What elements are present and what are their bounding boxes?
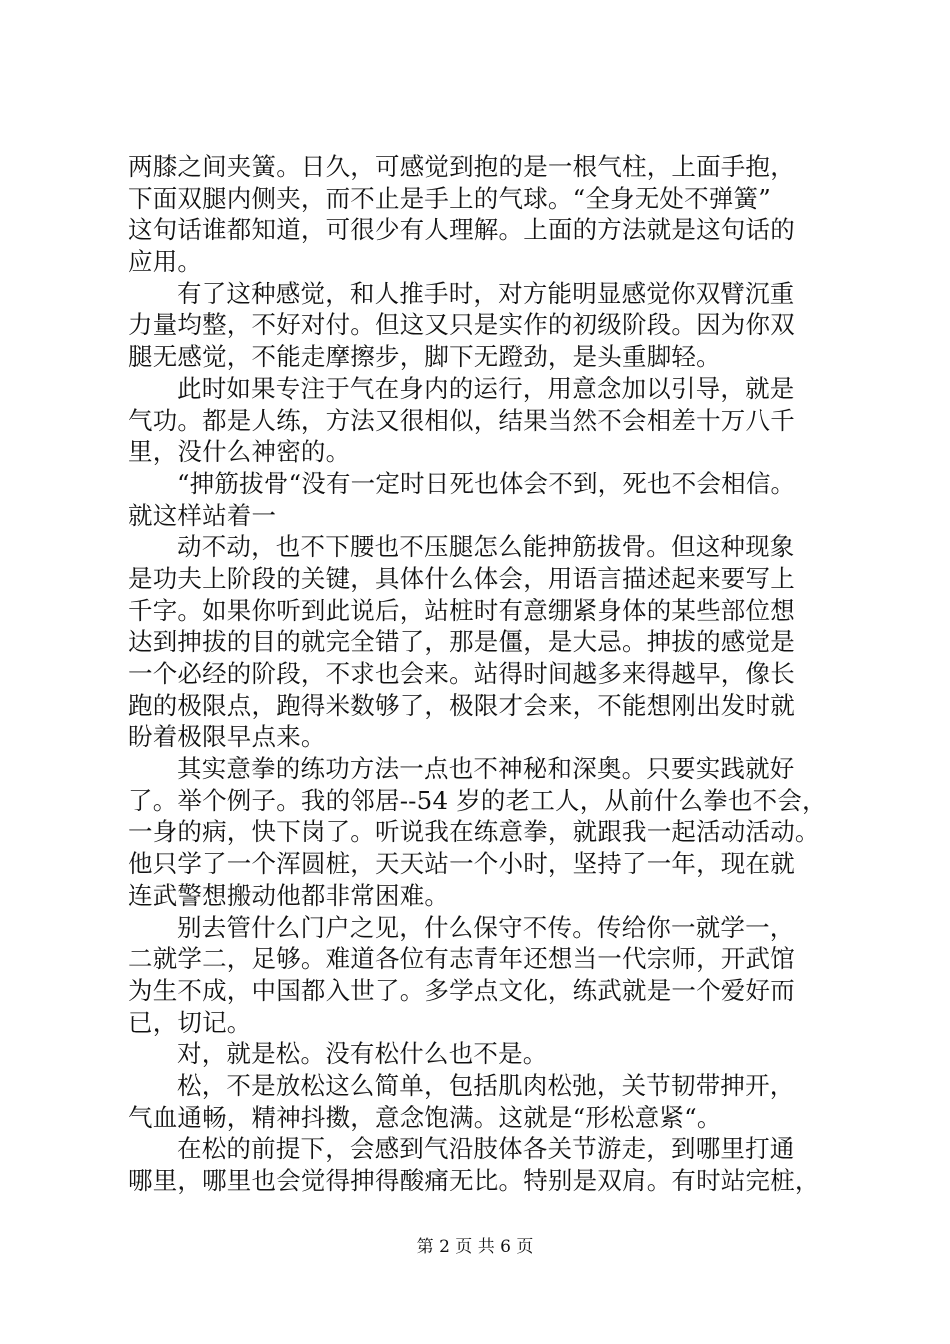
text-line: 力量均整，不好对付。但这又只是实作的初级阶段。因为你双 [128,310,795,340]
text-line: 千字。如果你听到此说后，站桩时有意绷紧身体的某些部位想 [128,595,795,625]
text-line: 两膝之间夹簧。日久，可感觉到抱的是一根气柱，上面手抱， [128,152,795,181]
text-line: 他只学了一个浑圆桩，天天站一个小时，坚持了一年，现在就 [128,849,795,879]
text-line: 一身的病，快下岗了。听说我在练意拳，就跟我一起活动活动。 [128,817,820,847]
text-line: 别去管什么门户之见，什么保守不传。传给你一就学一， [177,912,795,942]
text-line: 是功夫上阶段的关键，具体什么体会，用语言描述起来要写上 [128,563,795,593]
text-line: 对，就是松。没有松什么也不是。 [177,1039,548,1069]
text-line: 气功。都是人练，方法又很相似，结果当然不会相差十万八千 [128,405,795,435]
page-footer: 第 2 页 共 6 页 [416,1237,534,1257]
text-line: 这句话谁都知道，可很少有人理解。上面的方法就是这句话的 [128,215,795,245]
text-line: 哪里，哪里也会觉得抻得酸痛无比。特别是双肩。有时站完桩， [128,1166,820,1195]
text-line: 已，切记。 [128,1007,252,1037]
text-line: 气血通畅，精神抖擞，意念饱满。这就是“形松意紧“。 [128,1102,722,1132]
text-line: 里，没什么神密的。 [128,437,351,467]
text-line: 跑的极限点，跑得米数够了，极限才会来，不能想刚出发时就 [128,690,795,720]
text-line: 为生不成，中国都入世了。多学点文化，练武就是一个爱好而 [128,975,795,1005]
text-line: 此时如果专注于气在身内的运行，用意念加以引导，就是 [177,373,795,403]
text-line: “抻筋拔骨“没有一定时日死也体会不到，死也不会相信。 [177,468,796,498]
text-line: 腿无感觉，不能走摩擦步，脚下无蹬劲，是头重脚轻。 [128,342,721,372]
text-line: 达到抻拔的目的就完全错了，那是僵，是大忌。抻拔的感觉是 [128,627,795,657]
text-line: 应用。 [128,247,203,277]
document-body [128,151,834,1197]
text-line: 有了这种感觉，和人推手时，对方能明显感觉你双臂沉重 [177,278,795,308]
text-line: 在松的前提下，会感到气沿肢体各关节游走，到哪里打通 [177,1134,795,1164]
text-line: 动不动，也不下腰也不压腿怎么能抻筋拔骨。但这种现象 [177,532,795,562]
text-line: 就这样站着一 [128,500,277,530]
text-line: 其实意拳的练功方法一点也不神秘和深奥。只要实践就好 [177,754,795,784]
text-line: 连武警想搬动他都非常困难。 [128,880,450,910]
text-line: 下面双腿内侧夹，而不止是手上的气球。“全身无处不弹簧” [128,183,771,213]
text-line: 二就学二，足够。难道各位有志青年还想当一代宗师，开武馆 [128,944,795,974]
text-line: 松，不是放松这么简单，包括肌肉松弛，关节韧带抻开， [177,1070,795,1100]
text-line: 了。举个例子。我的邻居--54 岁的老工人，从前什么拳也不会， [128,785,827,815]
text-line: 一个必经的阶段，不求也会来。站得时间越多来得越早，像长 [128,659,795,688]
text-line: 盼着极限早点来。 [128,722,326,752]
